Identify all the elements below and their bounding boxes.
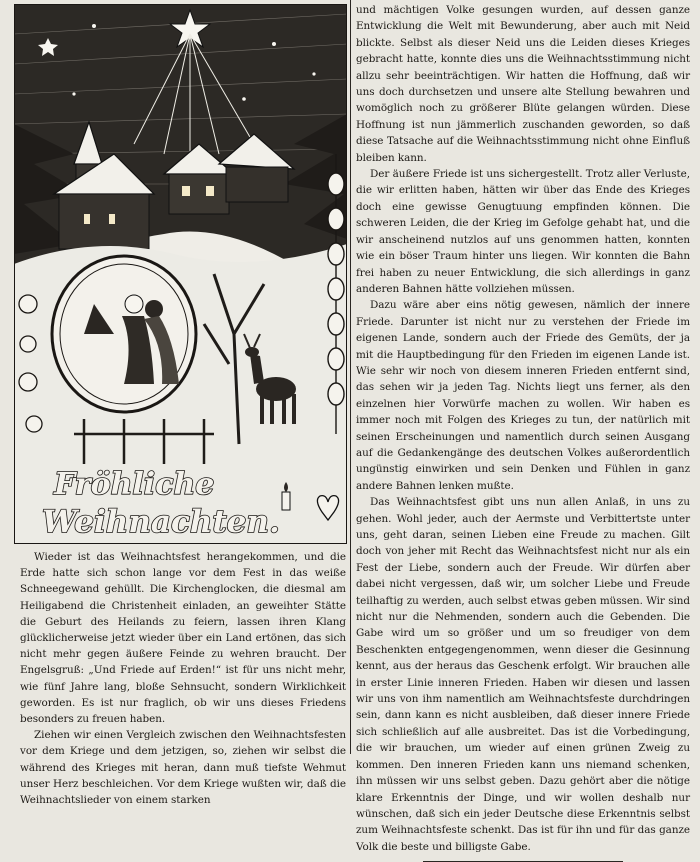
christmas-illustration xyxy=(14,4,347,544)
paragraph: und mächtigen Volke gesungen wurden, auf dessen ganze Entwicklung die Welt mit Bewunderung, aber auch mit Neid blickte. Selbst als dieser Neid uns die Leiden dieses Krieges gebracht hatte, konnte dies uns die Weihnachtsstimmung nicht allzu sehr beeinträchtigen. Wir hatten die Hoffnung, daß wir uns doch durchsetzen und unsere alte Stellung bewahren und womöglich noch zu größerer Blüte gelangen würden. Diese Hoffnung ist nun jämmerlich zuschanden geworden, so daß diese Tatsache auf die Weihnachtsstimmung nicht ohne Einfluß bleiben kann. xyxy=(356,4,690,164)
couple-vignette xyxy=(52,256,196,412)
paragraph: Wieder ist das Weihnachtsfest herangekommen, und die Erde hatte sich schon lange vor dem Fest in das weiße Schneegewand gehüllt. Die Kirchenglocken, die diesmal am Heiligabend die Christenheit einladen, an geweihter Stätte die Geburt des Heilands zu feiern, lassen ihren Klang glücklicherweise jetzt wieder über ein Land ertönen, das sich nicht mehr gegen äußere Feinde zu wehren braucht. Der Engelsgruß: „Und Friede auf Erden!“ ist für uns nicht mehr, wie fünf Jahre lang, bloße Sehnsucht, sondern Wirklichkeit geworden. Es ist nur fraglich, ob wir uns dieses Friedens besonders zu freuen haben. xyxy=(20,551,346,726)
right-column xyxy=(356,2,690,862)
title-line-1: Fröhliche xyxy=(54,467,215,502)
column-divider xyxy=(350,0,351,754)
left-column xyxy=(14,4,347,807)
paragraph: Ziehen wir einen Vergleich zwischen den Weihnachtsfesten vor dem Kriege und dem jetzigen, so, ziehen wir selbst die während des Krieges mit heran, dann muß tiefste Wehmut unser Herz beschleichen. Vor dem Kriege wußten wir, daß die Weihnachtslieder von einem starken xyxy=(20,729,346,807)
left-article-text xyxy=(20,549,346,808)
paragraph: Das Weihnachtsfest gibt uns nun allen Anlaß, in uns zu gehen. Wohl jeder, auch der Aermste und Verbittertste unter uns, geht daran, seinen Lieben eine Freude zu machen. Gilt doch von jeher mit Recht das Weihnachtsfest nicht nur als ein Fest der Liebe, sondern auch der Freude. Wir dürfen aber dabei nicht vergessen, daß wir, um solcher Liebe und Freude teilhaftig zu werden, auch selbst etwas geben müssen. Wir sind nicht nur die Nehmenden, sondern auch die Gebenden. Die Gabe wird um so größer und um so freudiger von dem Beschenkten entgegengenommen, wenn dieser die Gesinnung kennt, aus der heraus das Geschenk erfolgt. Wir brauchen alle in erster Linie inneren Frieden. Haben wir diesen und lassen wir uns von ihm namentlich am Weihnachtsfeste durchdringen sein, dann kann es nicht ausbleiben, daß dieser innere Friede sich schließlich auf alle ausbreitet. Das ist die Vorbedingung, die wir brauchen, um wieder auf einen grünen Zweig zu kommen. Den inneren Frieden kann uns niemand schenken, ihn müssen wir uns selbst geben. Dazu gehört aber die nötige klare Erkenntnis der Dinge, und wir wollen deshalb nur wünschen, daß sich ein jeder Deutsche diese Erkenntnis selbst zum Weihnachtsfeste schenkt. Das ist für ihn und für das ganze Volk die beste und billigste Gabe. xyxy=(356,496,690,853)
title-line-2: Weihnachten. xyxy=(42,504,280,540)
illustration-artwork xyxy=(14,4,347,544)
paragraph: Dazu wäre aber eins nötig gewesen, nämlich der innere Friede. Darunter ist nicht nur zu verstehen der Friede im eigenen Lande, sondern auch der Friede des Gemüts, der ja mit die Hauptbedingung für den Frieden im eigenen Lande ist. Wie sehr wir noch von diesem inneren Frieden entfernt sind, das sehen wir ja jeden Tag. Nichts liegt uns ferner, als den einzelnen hier Vorwürfe machen zu wollen. Wir haben es immer noch mit Folgen des Krieges zu tun, der natürlich mit seinen Erscheinungen und namentlich durch seinen Ausgang auf die Gedankengänge des deutschen Volkes außerordentlich ungünstig einwirken und sein Denken und Fühlen in ganz andere Bahnen lenken mußte. xyxy=(356,299,690,492)
paragraph: Der äußere Friede ist uns sichergestellt. Trotz aller Verluste, die wir erlitten haben, hätten wir über das Ende des Krieges doch eine gewisse Genugtuung empfinden können. Die schweren Leiden, die der Krieg im Gefolge gehabt hat, und die wir anscheinend nutzlos auf uns genommen hatten, konnten wie ein böser Traum hinter uns liegen. Wir konnten die Bahn frei haben zu neuer Entwicklung, die sich allerdings in ganz anderen Bahnen hätte vollziehen müssen. xyxy=(356,168,690,295)
